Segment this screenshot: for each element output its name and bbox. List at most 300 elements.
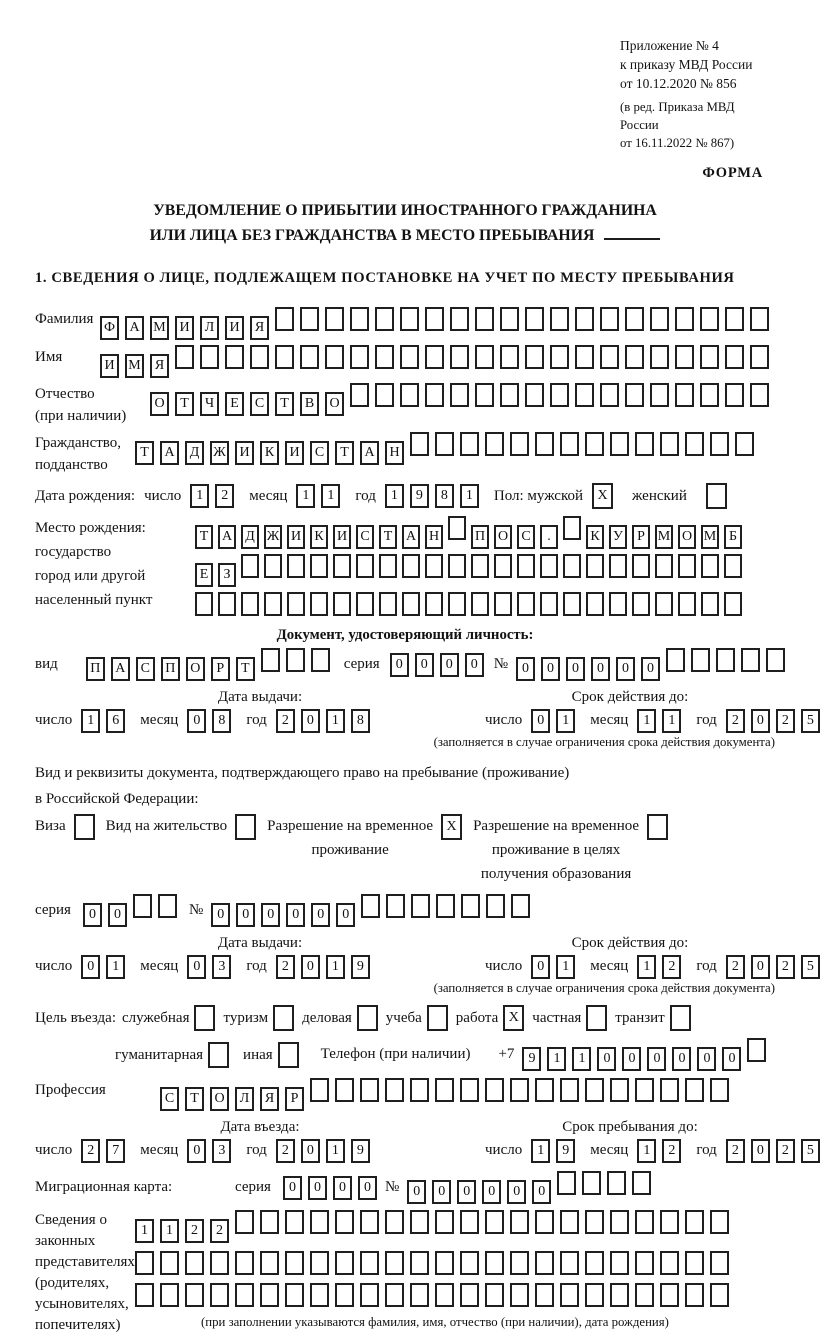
char-cell[interactable] bbox=[650, 345, 669, 369]
char-cell[interactable] bbox=[563, 592, 581, 616]
char-cell[interactable]: С bbox=[356, 525, 374, 549]
char-cell[interactable]: 1 bbox=[637, 955, 656, 979]
char-cell[interactable]: 0 bbox=[616, 657, 635, 681]
char-cell[interactable] bbox=[218, 592, 236, 616]
char-cell[interactable] bbox=[485, 1283, 504, 1307]
char-cell[interactable]: И bbox=[333, 525, 351, 549]
char-cell[interactable] bbox=[607, 1171, 626, 1195]
char-cell[interactable] bbox=[450, 307, 469, 331]
char-cell[interactable] bbox=[460, 1283, 479, 1307]
char-cell[interactable]: 0 bbox=[283, 1176, 302, 1200]
char-cell[interactable]: 0 bbox=[311, 903, 330, 927]
char-cell[interactable] bbox=[375, 383, 394, 407]
char-cell[interactable] bbox=[500, 383, 519, 407]
char-cell[interactable] bbox=[361, 894, 380, 918]
char-cell[interactable]: 0 bbox=[390, 653, 409, 677]
char-cell[interactable] bbox=[600, 345, 619, 369]
char-cell[interactable] bbox=[385, 1251, 404, 1275]
char-cell[interactable] bbox=[525, 345, 544, 369]
char-cell[interactable] bbox=[385, 1078, 404, 1102]
char-cell[interactable]: Т bbox=[175, 392, 194, 416]
char-cell[interactable] bbox=[450, 345, 469, 369]
char-cell[interactable] bbox=[357, 1005, 378, 1031]
char-cell[interactable]: 2 bbox=[81, 1139, 100, 1163]
char-cell[interactable]: 2 bbox=[215, 484, 234, 508]
char-cell[interactable] bbox=[435, 1251, 454, 1275]
char-cell[interactable]: 0 bbox=[286, 903, 305, 927]
char-cell[interactable] bbox=[133, 894, 152, 918]
char-cell[interactable]: 2 bbox=[276, 709, 295, 733]
char-cell[interactable] bbox=[675, 307, 694, 331]
char-cell[interactable]: Л bbox=[235, 1087, 254, 1111]
char-cell[interactable]: 0 bbox=[187, 1139, 206, 1163]
char-cell[interactable] bbox=[600, 307, 619, 331]
char-cell[interactable] bbox=[600, 383, 619, 407]
char-cell[interactable]: Е bbox=[195, 563, 213, 587]
char-cell[interactable]: М bbox=[125, 354, 144, 378]
char-cell[interactable]: А bbox=[402, 525, 420, 549]
char-cell[interactable] bbox=[575, 307, 594, 331]
char-cell[interactable] bbox=[510, 1251, 529, 1275]
char-cell[interactable]: 9 bbox=[351, 955, 370, 979]
char-cell[interactable] bbox=[286, 648, 305, 672]
char-cell[interactable] bbox=[586, 554, 604, 578]
char-cell[interactable]: 1 bbox=[662, 709, 681, 733]
char-cell[interactable] bbox=[610, 1210, 629, 1234]
char-cell[interactable] bbox=[540, 554, 558, 578]
char-cell[interactable]: О bbox=[210, 1087, 229, 1111]
char-cell[interactable]: Т bbox=[185, 1087, 204, 1111]
char-cell[interactable]: Ж bbox=[210, 441, 229, 465]
char-cell[interactable] bbox=[386, 894, 405, 918]
char-cell[interactable]: 1 bbox=[572, 1047, 591, 1071]
char-cell[interactable] bbox=[716, 648, 735, 672]
char-cell[interactable]: 0 bbox=[358, 1176, 377, 1200]
char-cell[interactable] bbox=[335, 1283, 354, 1307]
char-cell[interactable] bbox=[435, 1078, 454, 1102]
char-cell[interactable] bbox=[560, 1078, 579, 1102]
char-cell[interactable] bbox=[385, 1283, 404, 1307]
char-cell[interactable]: Т bbox=[195, 525, 213, 549]
char-cell[interactable] bbox=[410, 432, 429, 456]
char-cell[interactable]: 0 bbox=[531, 955, 550, 979]
char-cell[interactable] bbox=[435, 1283, 454, 1307]
char-cell[interactable] bbox=[135, 1283, 154, 1307]
char-cell[interactable] bbox=[425, 383, 444, 407]
char-cell[interactable]: 0 bbox=[407, 1180, 426, 1204]
char-cell[interactable]: 0 bbox=[308, 1176, 327, 1200]
char-cell[interactable] bbox=[200, 345, 219, 369]
char-cell[interactable]: 2 bbox=[662, 1139, 681, 1163]
char-cell[interactable] bbox=[670, 1005, 691, 1031]
char-cell[interactable]: 7 bbox=[106, 1139, 125, 1163]
char-cell[interactable] bbox=[710, 1251, 729, 1275]
char-cell[interactable] bbox=[586, 1005, 607, 1031]
char-cell[interactable]: М bbox=[655, 525, 673, 549]
char-cell[interactable] bbox=[701, 554, 719, 578]
char-cell[interactable]: Н bbox=[425, 525, 443, 549]
char-cell[interactable] bbox=[285, 1251, 304, 1275]
char-cell[interactable]: 8 bbox=[435, 484, 454, 508]
char-cell[interactable]: 0 bbox=[532, 1180, 551, 1204]
char-cell[interactable]: 1 bbox=[81, 709, 100, 733]
char-cell[interactable] bbox=[427, 1005, 448, 1031]
char-cell[interactable] bbox=[609, 554, 627, 578]
char-cell[interactable] bbox=[635, 432, 654, 456]
char-cell[interactable] bbox=[335, 1210, 354, 1234]
char-cell[interactable]: О bbox=[186, 657, 205, 681]
char-cell[interactable]: 9 bbox=[556, 1139, 575, 1163]
char-cell[interactable] bbox=[725, 307, 744, 331]
char-cell[interactable]: П bbox=[471, 525, 489, 549]
char-cell[interactable] bbox=[766, 648, 785, 672]
char-cell[interactable]: 5 bbox=[801, 1139, 820, 1163]
char-cell[interactable] bbox=[510, 1283, 529, 1307]
char-cell[interactable]: 1 bbox=[326, 955, 345, 979]
char-cell[interactable] bbox=[535, 1210, 554, 1234]
char-cell[interactable]: Д bbox=[185, 441, 204, 465]
char-cell[interactable] bbox=[610, 1078, 629, 1102]
char-cell[interactable] bbox=[74, 814, 95, 840]
char-cell[interactable] bbox=[632, 592, 650, 616]
char-cell[interactable] bbox=[610, 1251, 629, 1275]
char-cell[interactable] bbox=[310, 1251, 329, 1275]
char-cell[interactable]: 0 bbox=[187, 709, 206, 733]
char-cell[interactable]: Д bbox=[241, 525, 259, 549]
char-cell[interactable] bbox=[725, 345, 744, 369]
char-cell[interactable] bbox=[410, 1078, 429, 1102]
char-cell[interactable]: 2 bbox=[726, 709, 745, 733]
char-cell[interactable] bbox=[448, 592, 466, 616]
char-cell[interactable] bbox=[675, 383, 694, 407]
char-cell[interactable] bbox=[660, 432, 679, 456]
char-cell[interactable] bbox=[300, 345, 319, 369]
char-cell[interactable] bbox=[575, 383, 594, 407]
char-cell[interactable] bbox=[625, 383, 644, 407]
char-cell[interactable]: О bbox=[678, 525, 696, 549]
char-cell[interactable]: С bbox=[517, 525, 535, 549]
char-cell[interactable] bbox=[275, 307, 294, 331]
char-cell[interactable]: А bbox=[360, 441, 379, 465]
char-cell[interactable] bbox=[560, 432, 579, 456]
char-cell[interactable]: 9 bbox=[522, 1047, 541, 1071]
char-cell[interactable] bbox=[471, 554, 489, 578]
char-cell[interactable]: П bbox=[86, 657, 105, 681]
char-cell[interactable] bbox=[585, 1251, 604, 1275]
char-cell[interactable] bbox=[660, 1078, 679, 1102]
char-cell[interactable] bbox=[273, 1005, 294, 1031]
char-cell[interactable]: 2 bbox=[726, 1139, 745, 1163]
char-cell[interactable]: О bbox=[494, 525, 512, 549]
char-cell[interactable] bbox=[655, 592, 673, 616]
char-cell[interactable]: О bbox=[325, 392, 344, 416]
char-cell[interactable] bbox=[448, 554, 466, 578]
char-cell[interactable] bbox=[610, 1283, 629, 1307]
char-cell[interactable] bbox=[724, 592, 742, 616]
char-cell[interactable] bbox=[325, 307, 344, 331]
char-cell[interactable] bbox=[260, 1283, 279, 1307]
char-cell[interactable] bbox=[550, 345, 569, 369]
char-cell[interactable]: 2 bbox=[776, 709, 795, 733]
char-cell[interactable]: 9 bbox=[351, 1139, 370, 1163]
char-cell[interactable] bbox=[185, 1283, 204, 1307]
char-cell[interactable]: 1 bbox=[531, 1139, 550, 1163]
char-cell[interactable] bbox=[360, 1210, 379, 1234]
char-cell[interactable]: X bbox=[592, 483, 613, 509]
char-cell[interactable] bbox=[379, 592, 397, 616]
char-cell[interactable] bbox=[666, 648, 685, 672]
char-cell[interactable] bbox=[400, 383, 419, 407]
char-cell[interactable]: 8 bbox=[212, 709, 231, 733]
char-cell[interactable] bbox=[325, 345, 344, 369]
char-cell[interactable] bbox=[685, 1078, 704, 1102]
char-cell[interactable] bbox=[517, 554, 535, 578]
char-cell[interactable] bbox=[264, 592, 282, 616]
char-cell[interactable] bbox=[264, 554, 282, 578]
char-cell[interactable] bbox=[550, 307, 569, 331]
char-cell[interactable]: 8 bbox=[351, 709, 370, 733]
char-cell[interactable] bbox=[241, 554, 259, 578]
char-cell[interactable]: 0 bbox=[261, 903, 280, 927]
char-cell[interactable] bbox=[563, 554, 581, 578]
char-cell[interactable] bbox=[460, 1078, 479, 1102]
char-cell[interactable] bbox=[310, 554, 328, 578]
char-cell[interactable]: И bbox=[175, 316, 194, 340]
char-cell[interactable] bbox=[275, 345, 294, 369]
char-cell[interactable]: 6 bbox=[106, 709, 125, 733]
char-cell[interactable] bbox=[560, 1283, 579, 1307]
char-cell[interactable] bbox=[625, 345, 644, 369]
char-cell[interactable] bbox=[710, 1210, 729, 1234]
char-cell[interactable]: У bbox=[609, 525, 627, 549]
char-cell[interactable]: 2 bbox=[276, 1139, 295, 1163]
char-cell[interactable] bbox=[700, 345, 719, 369]
char-cell[interactable] bbox=[540, 592, 558, 616]
char-cell[interactable] bbox=[635, 1210, 654, 1234]
char-cell[interactable]: А bbox=[218, 525, 236, 549]
char-cell[interactable]: 0 bbox=[482, 1180, 501, 1204]
char-cell[interactable] bbox=[511, 894, 530, 918]
char-cell[interactable] bbox=[460, 1251, 479, 1275]
char-cell[interactable] bbox=[655, 554, 673, 578]
char-cell[interactable] bbox=[650, 307, 669, 331]
char-cell[interactable]: 1 bbox=[547, 1047, 566, 1071]
char-cell[interactable] bbox=[210, 1251, 229, 1275]
char-cell[interactable]: Т bbox=[275, 392, 294, 416]
char-cell[interactable] bbox=[210, 1283, 229, 1307]
char-cell[interactable]: 1 bbox=[637, 1139, 656, 1163]
char-cell[interactable]: Я bbox=[150, 354, 169, 378]
char-cell[interactable] bbox=[425, 307, 444, 331]
char-cell[interactable] bbox=[741, 648, 760, 672]
char-cell[interactable]: 1 bbox=[296, 484, 315, 508]
char-cell[interactable] bbox=[425, 554, 443, 578]
char-cell[interactable]: 0 bbox=[415, 653, 434, 677]
char-cell[interactable] bbox=[195, 592, 213, 616]
char-cell[interactable] bbox=[647, 814, 668, 840]
char-cell[interactable] bbox=[635, 1283, 654, 1307]
char-cell[interactable] bbox=[535, 1078, 554, 1102]
char-cell[interactable] bbox=[411, 894, 430, 918]
char-cell[interactable] bbox=[285, 1283, 304, 1307]
char-cell[interactable] bbox=[400, 307, 419, 331]
char-cell[interactable]: 1 bbox=[326, 1139, 345, 1163]
char-cell[interactable] bbox=[471, 592, 489, 616]
char-cell[interactable] bbox=[400, 345, 419, 369]
char-cell[interactable] bbox=[563, 516, 581, 540]
char-cell[interactable] bbox=[335, 1078, 354, 1102]
char-cell[interactable]: 1 bbox=[637, 709, 656, 733]
char-cell[interactable]: К bbox=[586, 525, 604, 549]
char-cell[interactable] bbox=[310, 592, 328, 616]
char-cell[interactable] bbox=[379, 554, 397, 578]
char-cell[interactable] bbox=[560, 1251, 579, 1275]
char-cell[interactable]: С bbox=[250, 392, 269, 416]
char-cell[interactable]: Я bbox=[250, 316, 269, 340]
char-cell[interactable] bbox=[747, 1038, 766, 1062]
char-cell[interactable]: М bbox=[701, 525, 719, 549]
char-cell[interactable]: 0 bbox=[236, 903, 255, 927]
char-cell[interactable] bbox=[525, 383, 544, 407]
char-cell[interactable]: 5 bbox=[801, 955, 820, 979]
char-cell[interactable]: В bbox=[300, 392, 319, 416]
char-cell[interactable] bbox=[700, 383, 719, 407]
char-cell[interactable] bbox=[235, 1210, 254, 1234]
char-cell[interactable] bbox=[575, 345, 594, 369]
char-cell[interactable]: 2 bbox=[662, 955, 681, 979]
char-cell[interactable] bbox=[585, 432, 604, 456]
char-cell[interactable]: 0 bbox=[465, 653, 484, 677]
char-cell[interactable] bbox=[461, 894, 480, 918]
char-cell[interactable]: Б bbox=[724, 525, 742, 549]
char-cell[interactable] bbox=[710, 1283, 729, 1307]
char-cell[interactable] bbox=[360, 1283, 379, 1307]
char-cell[interactable]: К bbox=[260, 441, 279, 465]
char-cell[interactable] bbox=[160, 1283, 179, 1307]
char-cell[interactable] bbox=[385, 1210, 404, 1234]
char-cell[interactable] bbox=[517, 592, 535, 616]
char-cell[interactable] bbox=[235, 814, 256, 840]
char-cell[interactable] bbox=[410, 1283, 429, 1307]
char-cell[interactable]: Р bbox=[285, 1087, 304, 1111]
char-cell[interactable] bbox=[350, 383, 369, 407]
char-cell[interactable] bbox=[225, 345, 244, 369]
char-cell[interactable]: 0 bbox=[622, 1047, 641, 1071]
char-cell[interactable] bbox=[241, 592, 259, 616]
char-cell[interactable]: 0 bbox=[187, 955, 206, 979]
char-cell[interactable]: А bbox=[125, 316, 144, 340]
char-cell[interactable] bbox=[335, 1251, 354, 1275]
char-cell[interactable] bbox=[585, 1210, 604, 1234]
char-cell[interactable] bbox=[560, 1210, 579, 1234]
char-cell[interactable]: Ж bbox=[264, 525, 282, 549]
char-cell[interactable]: 1 bbox=[190, 484, 209, 508]
char-cell[interactable] bbox=[135, 1251, 154, 1275]
char-cell[interactable] bbox=[460, 432, 479, 456]
char-cell[interactable]: И bbox=[287, 525, 305, 549]
char-cell[interactable] bbox=[311, 648, 330, 672]
char-cell[interactable] bbox=[475, 307, 494, 331]
char-cell[interactable] bbox=[710, 432, 729, 456]
char-cell[interactable]: А bbox=[111, 657, 130, 681]
char-cell[interactable]: 1 bbox=[460, 484, 479, 508]
char-cell[interactable] bbox=[260, 1210, 279, 1234]
char-cell[interactable] bbox=[475, 345, 494, 369]
char-cell[interactable] bbox=[360, 1251, 379, 1275]
char-cell[interactable]: 5 bbox=[801, 709, 820, 733]
char-cell[interactable] bbox=[650, 383, 669, 407]
char-cell[interactable]: Е bbox=[225, 392, 244, 416]
char-cell[interactable] bbox=[310, 1283, 329, 1307]
char-cell[interactable]: X bbox=[441, 814, 462, 840]
char-cell[interactable]: З bbox=[218, 563, 236, 587]
char-cell[interactable] bbox=[750, 345, 769, 369]
char-cell[interactable]: 0 bbox=[591, 657, 610, 681]
char-cell[interactable] bbox=[435, 1210, 454, 1234]
char-cell[interactable]: 0 bbox=[432, 1180, 451, 1204]
char-cell[interactable] bbox=[535, 1251, 554, 1275]
char-cell[interactable] bbox=[582, 1171, 601, 1195]
char-cell[interactable] bbox=[500, 307, 519, 331]
char-cell[interactable] bbox=[510, 432, 529, 456]
char-cell[interactable]: 0 bbox=[751, 709, 770, 733]
char-cell[interactable] bbox=[375, 345, 394, 369]
char-cell[interactable] bbox=[287, 554, 305, 578]
char-cell[interactable]: Р bbox=[632, 525, 650, 549]
char-cell[interactable] bbox=[675, 345, 694, 369]
char-cell[interactable] bbox=[235, 1251, 254, 1275]
char-cell[interactable] bbox=[610, 432, 629, 456]
char-cell[interactable] bbox=[310, 1078, 329, 1102]
char-cell[interactable]: 0 bbox=[301, 709, 320, 733]
char-cell[interactable] bbox=[525, 307, 544, 331]
char-cell[interactable] bbox=[448, 516, 466, 540]
char-cell[interactable]: 0 bbox=[697, 1047, 716, 1071]
char-cell[interactable]: И bbox=[235, 441, 254, 465]
char-cell[interactable] bbox=[425, 345, 444, 369]
char-cell[interactable] bbox=[678, 592, 696, 616]
char-cell[interactable] bbox=[175, 345, 194, 369]
char-cell[interactable] bbox=[436, 894, 455, 918]
char-cell[interactable] bbox=[632, 554, 650, 578]
char-cell[interactable]: 0 bbox=[516, 657, 535, 681]
char-cell[interactable] bbox=[535, 432, 554, 456]
char-cell[interactable] bbox=[360, 1078, 379, 1102]
char-cell[interactable]: Т bbox=[135, 441, 154, 465]
char-cell[interactable]: 1 bbox=[556, 709, 575, 733]
char-cell[interactable] bbox=[724, 554, 742, 578]
char-cell[interactable] bbox=[310, 1210, 329, 1234]
char-cell[interactable] bbox=[632, 1171, 651, 1195]
char-cell[interactable]: С bbox=[310, 441, 329, 465]
char-cell[interactable] bbox=[485, 1210, 504, 1234]
char-cell[interactable] bbox=[586, 592, 604, 616]
char-cell[interactable]: 2 bbox=[276, 955, 295, 979]
char-cell[interactable] bbox=[333, 592, 351, 616]
char-cell[interactable] bbox=[285, 1210, 304, 1234]
char-cell[interactable]: А bbox=[160, 441, 179, 465]
char-cell[interactable]: Н bbox=[385, 441, 404, 465]
char-cell[interactable]: 0 bbox=[108, 903, 127, 927]
char-cell[interactable] bbox=[260, 1251, 279, 1275]
char-cell[interactable] bbox=[585, 1283, 604, 1307]
char-cell[interactable]: 0 bbox=[301, 955, 320, 979]
char-cell[interactable]: 0 bbox=[83, 903, 102, 927]
char-cell[interactable] bbox=[402, 554, 420, 578]
char-cell[interactable]: 1 bbox=[321, 484, 340, 508]
char-cell[interactable]: 0 bbox=[722, 1047, 741, 1071]
char-cell[interactable] bbox=[402, 592, 420, 616]
